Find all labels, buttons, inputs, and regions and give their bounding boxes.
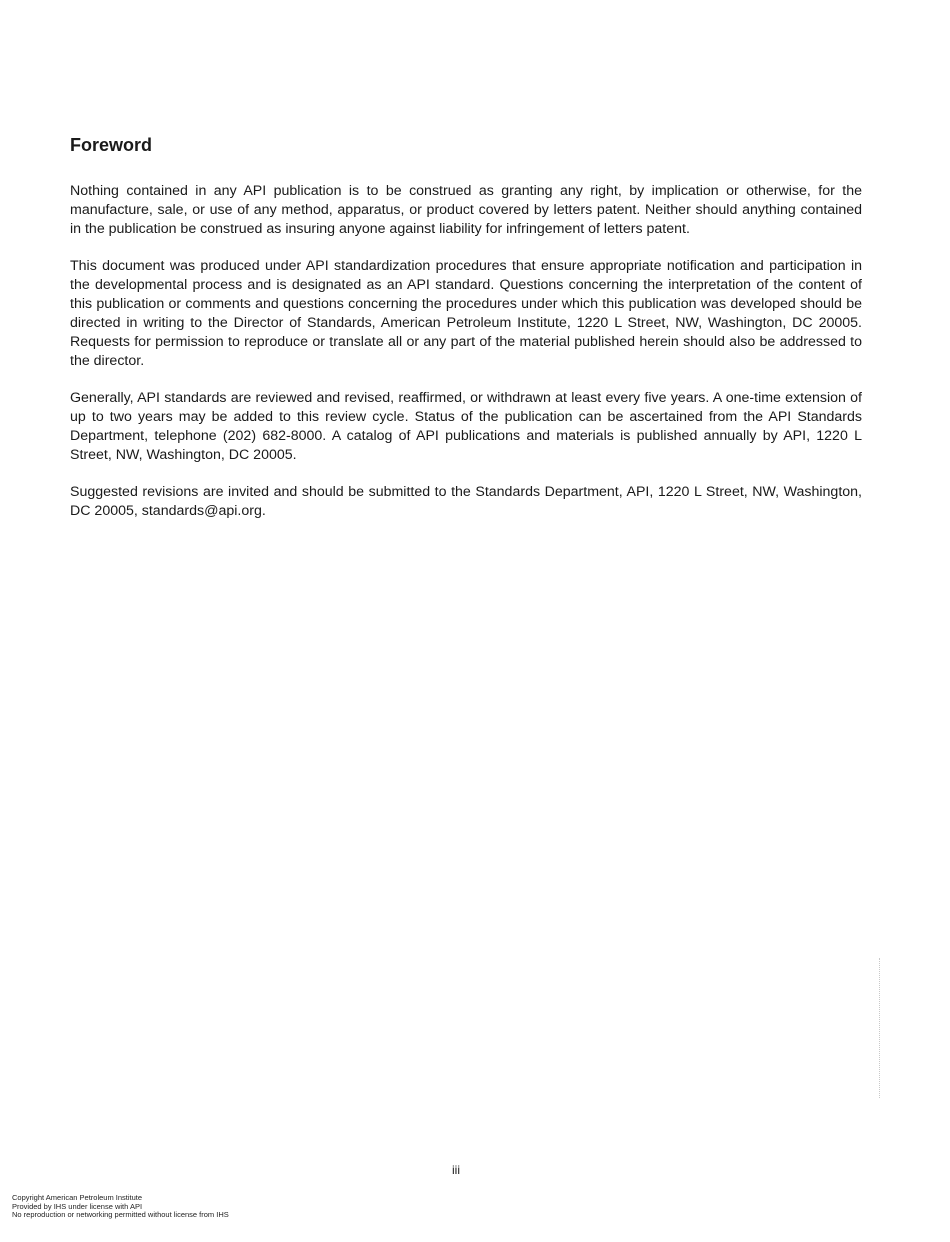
margin-dotted-mark — [879, 958, 884, 1098]
foreword-body — [70, 182, 862, 539]
footer-line-license: Provided by IHS under license with API — [12, 1201, 143, 1211]
page-title: Foreword — [70, 135, 153, 155]
paragraph-patent-disclaimer: Nothing contained in any API publication is to be construed as granting any right, by implication or otherwise, for the manufacture, sale, or use of any method, apparatus, or product covered by letters patent. Neither should anything contained in the publication be construed as insuring anyone against liability for infringement of letters patent. — [70, 183, 862, 237]
copyright-footer — [12, 1194, 229, 1220]
paragraph-suggested-revisions: Suggested revisions are invited and should be submitted to the Standards Department, API, 1220 L Street, NW, Washington, DC 20005, standards@api.org. — [70, 484, 862, 519]
paragraph-review-cycle: Generally, API standards are reviewed and revised, reaffirmed, or withdrawn at least every five years. A one-time extension of up to two years may be added to this review cycle. Status of the publication can be ascertained from the API Standards Department, telephone (202) 682-8000. A catalog of API publications and materials is published annually by API, 1220 L Street, NW, Washington, DC 20005. — [70, 390, 862, 463]
page-number: iii — [452, 1163, 460, 1177]
footer-line-copyright: Copyright American Petroleum Institute — [12, 1193, 143, 1202]
footer-line-reproduction: No reproduction or networking permitted without license from IHS — [12, 1210, 229, 1219]
paragraph-standardization-procedures: This document was produced under API standardization procedures that ensure appropriate notification and participation in the developmental process and is designated as an API standard. Questions concerning the interpretation of the content of this publication or comments and questions concerning the procedures under which this publication was developed should be directed in writing to the Director of Standards, American Petroleum Institute, 1220 L Street, NW, Washington, DC 20005. Requests for permission to reproduce or translate all or any part of the material published herein should also be addressed to the director. — [70, 258, 862, 369]
